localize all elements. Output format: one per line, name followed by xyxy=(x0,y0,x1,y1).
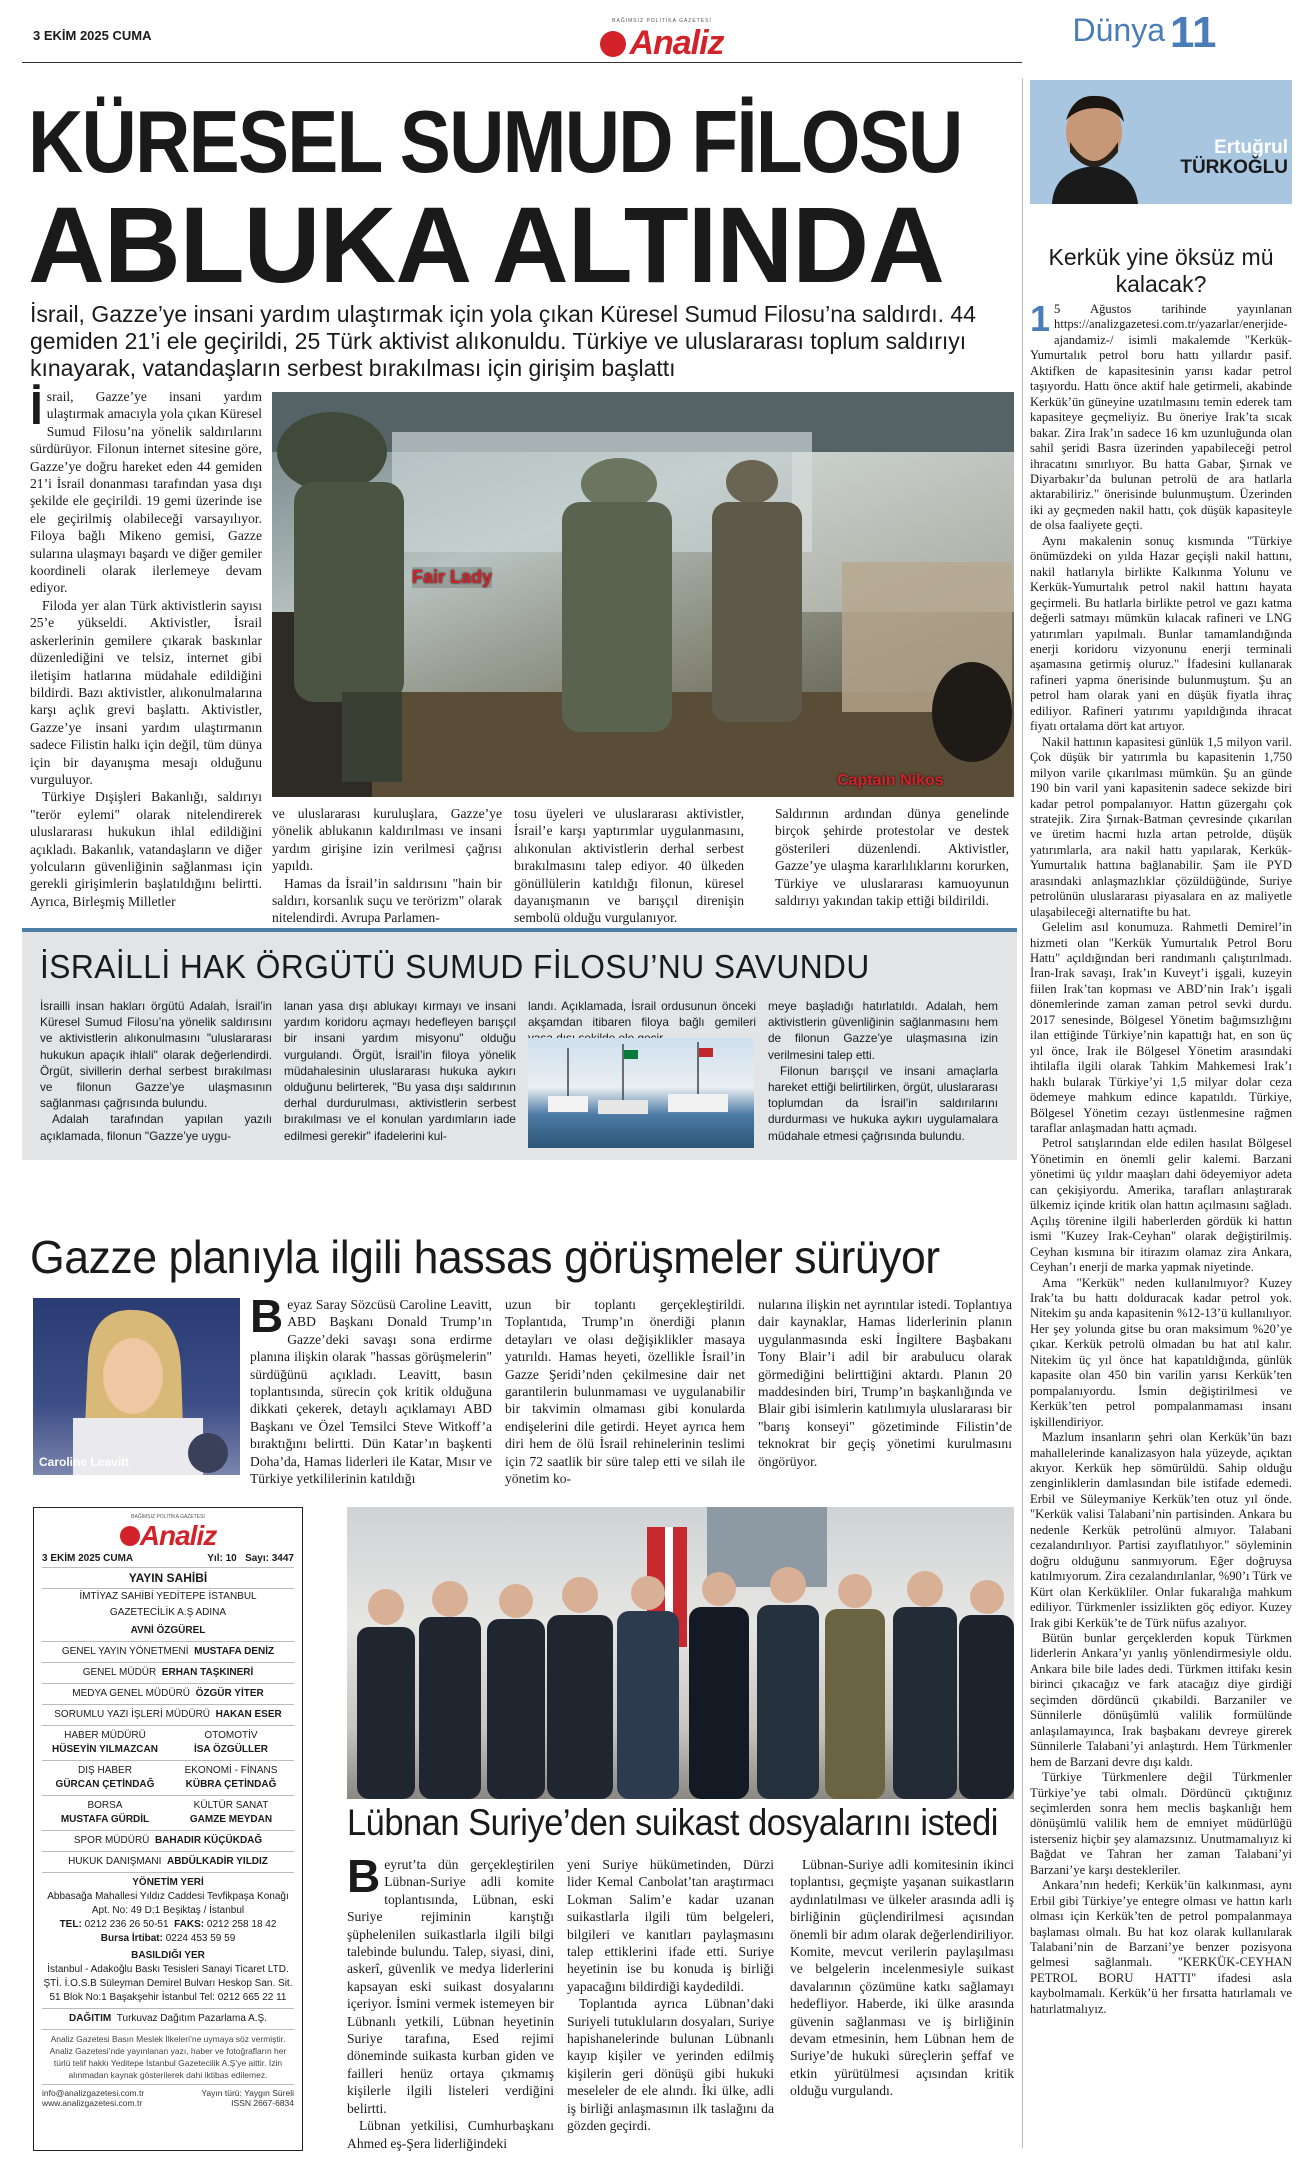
gaza-col1: eyaz Saray Sözcüsü Caroline Leavitt, ABD Başkanı Donald Trump’ın Gazze’deki savaşı sona erdirme planına ilişkin olarak "hassas görüşmelerin" sürdüğünü açıkladı. Leavitt, basın toplantısında, sürecin çok kritik olduğuna dikkati çekerek, detaylı açıklamayı ABD Başkanı ve Özel Temsilci Steve Witkoff’a bıraktığını belirtti. Dün Katar’ın başkenti Doha’da, Hamas liderleri ile Katar, Mısır ve Türkiye yetkililerinin katıldığı xyxy=(250,1297,492,1487)
issue-date: 3 EKİM 2025 CUMA xyxy=(33,28,152,43)
box-col1-p2: Adalah tarafından yapılan yazılı açıklamada, filonun "Gazze’ye uygu- xyxy=(40,1112,272,1143)
main-deck: İsrail, Gazze’ye insani yardım ulaştırmak için yola çıkan Küresel Sumud Filosu’na saldırdı. 44 gemiden 21’i ele geçirildi, 25 Türk aktivist alıkonuldu. Türkiye ve uluslararası toplum saldırıyı kınayarak, vatandaşların serbest bırakılması için girişim başlattı xyxy=(30,301,976,381)
lebanon-column-1 xyxy=(347,1850,554,2154)
page-number: 11 xyxy=(1170,8,1217,57)
lebanon-col1-p1: eyrut’ta dün gerçekleştirilen Lübnan-Suriye adli komite toplantısında, Lübnan, eski Suriye rejiminin karıştığı şüphelenilen suikastlarla ilgili bilgi talebinde bulundu. Talep, siyasi, dini, askerî, güvenlik ve medya liderlerini kapsayan eski suikast dosyalarını içeriyor. İsmini vermek istemeyen bir Lübnanlı yetkili, Lübnan heyetinin Suriye tarafına, Esed rejimi döneminde suikasta kurban giden ve failleri henüz ortaya çıkmamış kişilerle ilgili listeleri verdiğini belirtti. xyxy=(347,1857,554,2116)
imprint-printer: BASILDIĞI YER İstanbul - Adakoğlu Baskı Tesisleri Sanayi Ticaret LTD. ŞTİ. İ.O.S.B Süleyman Demirel Bulvarı Heskop San. Sit. 51 Blok No:1 Başakşehir İstanbul Tel: 0212 665 22 11 xyxy=(42,1946,294,2009)
imprint-owner-line1: İMTİYAZ SAHİBİ YEDİTEPE İSTANBUL xyxy=(79,1591,257,1602)
lebanon-column-3 xyxy=(790,1856,1014,2154)
columnist-header xyxy=(1030,80,1292,204)
imprint-issue-row xyxy=(42,1550,294,1568)
box-col3: landı. Açıklamada, İsrail ordusunun önceki akşamdan itibaren filoya bağlı gemileri xyxy=(528,999,756,1030)
imprint-issue-label: Sayı: xyxy=(245,1553,269,1564)
lebanon-column-2 xyxy=(567,1856,774,2154)
lebanon-drop-cap: B xyxy=(347,1850,381,1902)
lebanon-col2-p2: Toplantıda ayrıca Lübnan’daki Suriyeli tutukluların dosyaları, Suriye hapishanelerinde bulunan Lübnanlı kayıp kişiler ve yerinden edilmiş kişilerin geri dönüşü gibi hukuki meseleler de ele alındı. İki ülke, adli iş birliği anlaşmasının ilk taslağını da gözden geçirdi. xyxy=(567,1996,774,2134)
column-drop-cap: 1 xyxy=(1030,298,1051,339)
main-headline-line2: ABLUKA ALTINDA xyxy=(28,184,944,305)
imprint-date: 3 EKİM 2025 CUMA xyxy=(42,1553,134,1564)
imprint-logo-text: Analiz xyxy=(139,1520,217,1551)
column-p8: Bütün bunlar gerçeklerden kopuk Türkmen liderlerin Ankara’yı yanlış yönlendirmesiyle oldu. Ankara bile bile lades dedi. Türkmen ittifakı kesin birinci çıkacağız ve fark atacağız diye girdiği seçimden dördüncü çıkabildi. Barzaniler ve Sünnilerle dönüşümlü valilik formülünde anlaşılamayınca, Irak başbakanı devreye girerek Sünnilerle Talabani’yi anlaştırdı. Hem Türkmenler hem de Barzani devre dışı kaldı. xyxy=(1030,1630,1292,1769)
main-col2-p2: Hamas da İsrail’in saldırısını "hain bir saldırı, korsanlık suçu ve terörizm" olarak nitelendirdi. Avrupa Parlamen- xyxy=(272,875,502,926)
column-p6: Ama "Kerkük" neden kullanılmıyor? Kuzey Irak’ta bu hattı dolduracak kadar petrol yok. Nitekim şu anda kapasitenin %12-13’ü kullanılıyor. Her şey yolunda gitse bu oran maksimum %20’ye çıkar. Kerkük petrolü olmadan bu hat atıl kalır. Nitekim üç yıl önce hat kapatıldığında, günlük kapasite olan 450 bin varilin yarısı Kerkük’ten pompalanıyordu. İsmin değiştirilmesi ve Kerkük’ten petrol pompalanmaması insanı işkillendiriyor. xyxy=(1030,1275,1292,1429)
main-story-column-3 xyxy=(514,805,744,926)
gaza-column-1 xyxy=(250,1290,492,1487)
main-story-column-4 xyxy=(775,805,1009,913)
column-title: Kerkük yine öksüz mü kalacak? xyxy=(1048,244,1274,297)
imprint-pair-row: BORSA MUSTAFA GÜRDİL KÜLTÜR SANAT GAMZE MEYDAN xyxy=(42,1796,294,1831)
imprint-pair-row: HABER MÜDÜRÜ HÜSEYİN YILMAZCAN OTOMOTİV İSA ÖZGÜLLER xyxy=(42,1726,294,1761)
gaza-column-2 xyxy=(505,1296,745,1487)
column-body xyxy=(1030,298,1292,2154)
columnist-last-name: TÜRKOĞLU xyxy=(1180,157,1288,178)
imprint-globe-icon xyxy=(120,1526,140,1546)
imprint-owner-title: YAYIN SAHİBİ xyxy=(42,1568,294,1589)
box-col1-p1: İsrailli insan hakları örgütü Adalah, İsrail’in Küresel Sumud Filosu’na yönelik saldırısını ve aktivistlerin alıkonulmasını "uluslararası hukukun apaçık ihlali" olarak değerlendirdi. Örgüt, sivillerin derhal serbest bırakılması ve filonun Gazze’ye ulaşmasının sağlanması çağrısında bulundu. xyxy=(40,999,272,1111)
imprint-row: GENEL YAYIN YÖNETMENİ MUSTAFA DENİZ xyxy=(42,1642,294,1663)
imprint-distribution: DAĞITIM Turkuvaz Dağıtım Pazarlama A.Ş. xyxy=(42,2009,294,2030)
logo-globe-icon xyxy=(600,31,626,57)
section-name: Dünya xyxy=(1072,12,1165,48)
gaza-column-3 xyxy=(758,1296,1012,1476)
main-col3: tosu üyeleri ve uluslararası aktivistler, İsrail’e karşı yaptırımlar uygulanmasını, alıkonulan aktivistlerin derhal serbest bırakılmasını talep ediyor. 40 ülkeden gönüllülerin katıldığı filonun, küresel dayanışmanın ve barışçıl direnişin sembolü olduğu vurgulanıyor. xyxy=(514,806,744,926)
columnist-first-name: Ertuğrul xyxy=(1214,137,1288,158)
harbor-photo xyxy=(528,1038,754,1148)
imprint-owner-name: AVNİ ÖZGÜREL xyxy=(42,1621,294,1642)
box-headline: İSRAİLLİ HAK ÖRGÜTÜ SUMUD FİLOSU’NU SAVUNDU xyxy=(40,948,870,985)
gaza-headline: Gazze planıyla ilgili hassas görüşmeler sürüyor xyxy=(30,1231,940,1283)
box-col4-p1: meye başladığı hatırlatıldı. Adalah, hem aktivistlerin güvenliğinin sağlanmasını hem de filonun Gazze’ye ulaşmasına izin verilmesini talep etti. xyxy=(768,999,998,1062)
box-column-2 xyxy=(284,998,516,1158)
imprint-box xyxy=(33,1507,303,2151)
logo-text: Analiz xyxy=(629,24,724,62)
main-story-column-1 xyxy=(30,382,262,910)
main-col1-p2: Filoda yer alan Türk aktivistlerin sayısı 25’e yükseldi. Aktivistler, İsrail askerlerinin gemilere çıkarak baskınlar düzenlediğini ve telsiz, internet gibi iletişim hatlarına müdahale edildiğini bildirdi. Bazı aktivistler, alıkonulmalarına karşı açlık grevi başlattı. Aktivistler, Gazze’ye insani yardım ulaştırmanın sadece Filistin halkı için değil, tüm dünya için bir dayanışma mesajı olduğunu vurguluyor. xyxy=(30,597,262,787)
gaza-col2: uzun bir toplantı gerçekleştirildi. Toplantıda, Trump’ın önerdiği planın detayları ve olası değişiklikler masaya yatırıldı. Hamas heyeti, özellikle İsrail’in Gazze Şeridi’nden çekilmesine dair net garantilerin bulunmaması ve uygulanabilir bir takvimin olmaması gibi konularda endişelerini dile getirdi. Heyet ayrıca hem diri hem de ölü İsrail rehinelerinin teslimi için 72 saatlik bir süre talep etti ve silah ile yönetim ko- xyxy=(505,1297,745,1487)
column-p1: 5 Ağustos tarihinde yayınlanan https://analizgazetesi.com.tr/yazarlar/enerjide-ajandamiz-/ isimli makalemde "Kerkük-Yumurtalık petrol boru hattı yıllardır pasif. Aktifken de kapasitesinin yarısı kadar petrol taşıyordu. Hattı önce aktif hale getirmeli, akabinde Kerkük’ün güneyine uzatılmasını temin ederek tam kapasiteye geçmeliyiz. Bu öneriye Irak’ta sıcak bakar. Zira Irak’ın sadece 16 km uzunluğunda olan sahil şeridi Basra üzerinden yapabileceği petrol ihracatını sınırlıyor. Bu hatta Gabar, Şırnak ve Diyarbakır’da bulunan petrolü de ara hatlarla aktarabiliriz." önerisinde bulunmuştum. Üzerinden iki ay geçmeden nakil hattı, çok düşük kapasiteyle de olsa faaliyete geçti. xyxy=(1030,302,1292,533)
column-p3: Nakil hattının kapasitesi günlük 1,5 milyon varil. Çok düşük bir yatırımla bu kapasitenin 1,750 milyon varile çıkarılması mümkün. Şu an günde 190 bin varil yani kapasitenin sadece sekizde biri kadar petrol pompalanıyor. Hattın güzergahı çok stratejik. Zira Şırnak-Batman çevresinde çıkarılan ve üretim hacmi hızla artan petrolde, düşük yatırımlarla, ara nakil hattı yapılarak, Kerkük-Yumurtalık hattına bağlanabilir. Şam ile PYD arasındaki anlaşmazlıklar çözüldüğünde, Suriye petrolünün uluslararası piyasalara en az maliyetle ulaşabileceği alternatifte bu hat. xyxy=(1030,734,1292,919)
lebanon-col1-p2: Lübnan yetkilisi, Cumhurbaşkanı Ahmed eş-Şera liderliğindeki xyxy=(347,2118,554,2151)
imprint-year: 10 xyxy=(225,1553,237,1564)
columnist-name xyxy=(1156,138,1288,178)
box-col2: lanan yasa dışı ablukayı kırmayı ve insani yardım koridoru açmayı hedefleyen barışçıl bir insani yardım misyonu" olduğu vurgulandı. Örgüt, İsrail’in filoya yönelik müdahalesinin uluslararası hukuka aykırı olduğunu belirterek, "Bu yasa dışı saldırının derhal durdurulması, aktivistlerin serbest bırakılması ve el konulan yardımların iade edilmesi gerekir" ifadelerini kul- xyxy=(284,999,516,1143)
main-col1-p3: Türkiye Dışişleri Bakanlığı, saldırıyı "terör eylemi" olarak nitelendirerek uluslararası hukukun ihlal edildiğini açıkladı. Bakanlık, vatandaşların ve diğer yolcuların güvenliğinin sağlanması için gerekli girişimlerin başlatıldığını belirtti. Ayrıca, Birleşmiş Milletler xyxy=(30,789,262,909)
main-headline-line1: KÜRESEL SUMUD FİLOSU xyxy=(28,92,962,191)
column-p7: Mazlum insanların şehri olan Kerkük’ün bazı mahallelerinde kanalizasyon hala yüzeyde, açıktan akıyor. Kerkük hep sömürüldü. Sahip olduğu zenginliklerin damlasından bile istifade edemedi. Erbil ve Süleymaniye Kerkük’ten otuz yıl önde. "Kerkük valisi Talabani’nin partisinden. Ankara bu nedenle Kerkük petrolünü almıyor. Talabani cezalandırılıyor. Partisi zayıflatılıyor." söyleminin doğru olduğunu sanmıyorum. Eğer doğruysa katılmıyorum. Zira cezalandırılanlar, %90’ı Türk ve Kürt olan Kerkükliler. Onlar fukaralığa mahkum ediliyor. Türkmenler issizlikten göç ediyor. Kuzey Irak gibi Kerkük’te de Türk nüfus azalıyor. xyxy=(1030,1430,1292,1630)
box-column-4 xyxy=(768,998,998,1158)
main-photo xyxy=(272,392,1014,797)
lebanon-photo xyxy=(347,1507,1014,1799)
lebanon-col2-p1: yeni Suriye hükümetinden, Dürzi lider Kemal Canbolat’tan araştırmacı Lokman Salim’e kadar uzanan suikastlarla ilgili tüm belgeleri, bilgileri ve kanıtları paylaşmasını talep ettiklerini ifade etti. Suriye heyetinin ise bu konuda iş birliği yapacağını bildirdiği kaydedildi. xyxy=(567,1857,774,1994)
column-p2: Aynı makalenin sonuç kısmında "Türkiye önümüzdeki on yılda Hazar geçişli nakil hattını, nakil hatlarıyla birlikte Kalkınma Yolunu ve Kerkük-Yumurtalık petrol nakil hattını hayata geçirmeli. Bu hatlarla birlikte petrol ve gazı katma değerli satmayı mümkün kılacak rafineri ve LNG yatırımları yapılmalı. Bunlar tamamlandığında enerji koridoru vizyonunu enerji terminali aşamasına getirmiş oluruz." İfadesini kullanarak rafineri yapma önerisinde bulunmuştum. Şu an petrol ham olarak yani en düşük fiyatla ihraç ediliyor. Rafineri yatırımı yapıldığında ihracat fiyatı ortalama dört kat artıyor. xyxy=(1030,533,1292,734)
imprint-email[interactable]: info@analizgazetesi.com.tr xyxy=(42,2088,145,2098)
box-column-1 xyxy=(40,998,272,1158)
rights-group-box xyxy=(22,928,1017,1160)
imprint-row: HUKUK DANIŞMANI ABDÜLKADİR YILDIZ xyxy=(42,1852,294,1873)
imprint-pair-row: DIŞ HABER GÜRCAN ÇETİNDAĞ EKONOMİ - FİNANS KÜBRA ÇETİNDAĞ xyxy=(42,1761,294,1796)
lebanon-headline: Lübnan Suriye’den suikast dosyalarını istedi xyxy=(347,1802,998,1843)
gaza-col3: nularına ilişkin net ayrıntılar istedi. Toplantıya dair kaynaklar, Hamas liderlerinin planın uygulanmasında eski İngiltere Başbakanı Tony Blair’i adil bir arabulucu olarak görmediğini belirttiğini aktardı. Planın 20 maddesinden biri, Trump’ın başkanlığında ve Blair gibi isimlerin katılımıyla uluslararası bir "barış konseyi" gözetiminde Filistin’de teknokrat bir geçiş yönetimi kurulmasını öngörüyor. xyxy=(758,1297,1012,1469)
masthead-logo xyxy=(572,18,752,62)
imprint-web[interactable]: www.analizgazetesi.com.tr xyxy=(42,2098,143,2108)
columnist-avatar xyxy=(1034,80,1154,204)
imprint-issue: 3447 xyxy=(271,1553,294,1564)
logo-tagline: BAĞIMSIZ POLİTİKA GAZETESİ xyxy=(612,18,712,24)
lebanon-col3: Lübnan-Suriye adli komitesinin ikinci toplantısı, geçmişte yaşanan suikastların aydınlatılması ve ülkeler arasında adli iş birliğinin güçlendirilmesi açısından önemli bir adım olarak değerlendiriliyor. Komite, mevcut verilerin paylaşılması ve belgelerin incelenmesiyle suikast davalarının çözümüne katkı sağlamayı hedefliyor. Haberde, iki ülke arasında güvenin sağlanması ve iş birliğinin devam etmesinin, hem Lübnan hem de Suriye’de hukuki süreçlerin şeffaf ve etkin yürütülmesi açısından kritik olduğu vurgulandı. xyxy=(790,1857,1014,2099)
column-p4: Gelelim asıl konumuza. Rahmetli Demirel’in hizmeti olan "Kerkük Yumurtalık Petrol Boru Hattı" açıldığından beri randımanlı çalıştırılmadı. İran-Irak savaşı, Irak’ın Kuveyt’i işgali, kuzeyin fiilen Irak’tan kopması ve ABD’nin Irak’ı işgali dönemlerinde zaman zaman petrol sevki durdu. 2017 senesinde, Bölgesel Yönetim bağımsızlığını ilan ettiğinde Türkiye’nin kapattığı hat, en son üç yıl önce, Irak ile Bölgesel Yönetim arasındaki ihtilafla ilgili olarak Tahkim Mahkemesi Irak’ı haklı bularak Türkiye’yi 1,5 milyar dolar ceza ödemeye mahkum edince kapatıldı. Türkiye, Bölgesel Yönetim cezayı üstlenmesine rağmen taraflar anlaşmadan hattı açmadı. xyxy=(1030,920,1292,1136)
photo-label-captain-nikos: Captain Nikos xyxy=(837,772,944,789)
imprint-logo-tagline: BAĞIMSIZ POLİTİKA GAZETESİ xyxy=(131,1514,205,1520)
imprint-owner-line2: GAZETECİLİK A.Ş ADINA xyxy=(109,1607,227,1618)
imprint-row: GENEL MÜDÜR ERHAN TAŞKINERİ xyxy=(42,1663,294,1684)
main-col2-p1: ve uluslararası kuruluşlara, Gazze’ye yönelik ablukanın kaldırılması ve insani yardım girişine izin verilmesi çağrısı yapıldı. xyxy=(272,806,502,874)
imprint-contact: info@analizgazetesi.com.tr www.analizgazetesi.com.tr Yayın türü: Yaygın Süreli ISSN 2667-6834 xyxy=(42,2088,294,2108)
main-col1-p1: srail, Gazze’ye insani yardım ulaştırmak amacıyla yola çıkan Küresel Sumud Filosu’na yönelik saldırılarını sürdürüyor. Filonun internet sitesine göre, Gazze’ye doğru hareket eden 44 gemiden 21’i İsrail donanması tarafından yasa dışı şekilde ele geçirildi. 19 gemi üzerinde ise ele geçirilmiş olabileceği varsayılıyor. Filoya bağlı Mikeno gemisi, Gazze sularına ulaşmayı başardı ve diğer gemiler koordineli olarak ilerlemeye devam ediyor. xyxy=(30,389,262,596)
column-p10: Ankara’nın hedefi; Kerkük’ün kalkınması, aynı Erbil gibi Türkiye’ye entegre olması ve hattın karlı olması için Kerkük’ten de petrol pompalanmaya başlaması olmalı. Bu hat koz olarak kullanılarak Talabani’nin de Barzani’ye benzer pozisyona gelmesi sağlanmalı. "KERKÜK-CEYHAN PETROL BORU HATTI" ifadesi asla kaybolmamalı. Kerkük’ü her fırsatta hatırlamalı ve hatırlatmalıyız. xyxy=(1030,1878,1292,2016)
imprint-year-label: Yıl: xyxy=(207,1553,223,1564)
imprint-row: SPOR MÜDÜRÜ BAHADIR KÜÇÜKDAĞ xyxy=(42,1831,294,1852)
main-story-column-2 xyxy=(272,805,502,926)
column-p5: Petrol satışlarından elde edilen hasılat Bölgesel Yönetimin en önemli gelir kalemi. Barzani yönetimi üç yıldır maaşları dahi ödeyemiyor adeta can çekişiyordu. Amerika, tarafları anlaştırarak ülkemiz içinde kritik olan hattın açılmasını sağladı. Açılış törenine ilgili haberlerden gördük ki hattın ismi "Kuzey Irak-Ceyhan" olarak değiştirilmiş. Ceyhan kısmına bir itirazım olamaz zira Ankara, Ceyhan’ı enerji de marka yapmak niyetinde. xyxy=(1030,1136,1292,1275)
box-col4-p2: Filonun barışçıl ve insani amaçlarla hareket ettiği belirtilirken, örgüt, uluslararası toplumdan da İsrail’in saldırılarını durdurması ve hukuka aykırı uygulamalara müdahale etmesi çağrısında bulundu. xyxy=(768,1063,998,1143)
main-col4: Saldırının ardından dünya genelinde birçok şehirde protestolar ve destek gösterileri düzenlendi. Aktivistler, Gazze’ye ulaşma kararlılıklarını korurken, Türkiye ve uluslararası kamuoyunun saldırıyı yakından takip ettiği bildirildi. xyxy=(775,806,1009,909)
leavitt-photo xyxy=(33,1298,240,1475)
box-column-3 xyxy=(528,998,756,1032)
imprint-row: MEDYA GENEL MÜDÜRÜ ÖZGÜR YİTER xyxy=(42,1684,294,1705)
column-p9: Türkiye Türkmenlere değil Türkmenler Türkiye’ye tabi olmalı. Dördüncü çıktığınız seçimlerden sonra hem meclis başkanlığı hem dönüşümlü valilik hem de emniyet müdürlüğü isterseniz hiçbir şey alamazsınız. Unutmamalıyız ki Bağdat ve Tahran her zaman Talabani’yi Barzani’ye karşı destekleriler. xyxy=(1030,1770,1292,1877)
sidebar-divider xyxy=(1022,78,1023,2148)
imprint-logo xyxy=(42,1514,294,1550)
gaza-drop-cap: B xyxy=(250,1290,284,1342)
leavitt-caption: Caroline Leavitt xyxy=(39,1455,130,1469)
drop-cap: İ xyxy=(30,382,43,434)
imprint-row: SORUMLU YAZI İŞLERİ MÜDÜRÜ HAKAN ESER xyxy=(42,1705,294,1726)
photo-label-fair-lady: Fair Lady xyxy=(412,567,493,587)
imprint-notice: Analiz Gazetesi Basın Meslek İlkeleri’ne uymaya söz vermiştir. Analiz Gazetesi’nde yayınlanan yazı, haber ve fotoğrafların her türlü telif hakkı Yeditepe İstanbul Gazetecilik A.Ş’ye aittir. İzin alınmadan kaynak gösterilerek dahi iktibas edilemez. xyxy=(42,2030,294,2085)
imprint-management: YÖNETİM YERİ Abbasağa Mahallesi Yıldız Caddesi Tevfikpaşa Konağı Apt. No: 49 D:1 Beşiktaş / İstanbul TEL: 0212 236 26 50-51 FAKS: 0212 258 18 42 Bursa İrtibat: 0224 453 59 59 xyxy=(47,1877,289,1944)
